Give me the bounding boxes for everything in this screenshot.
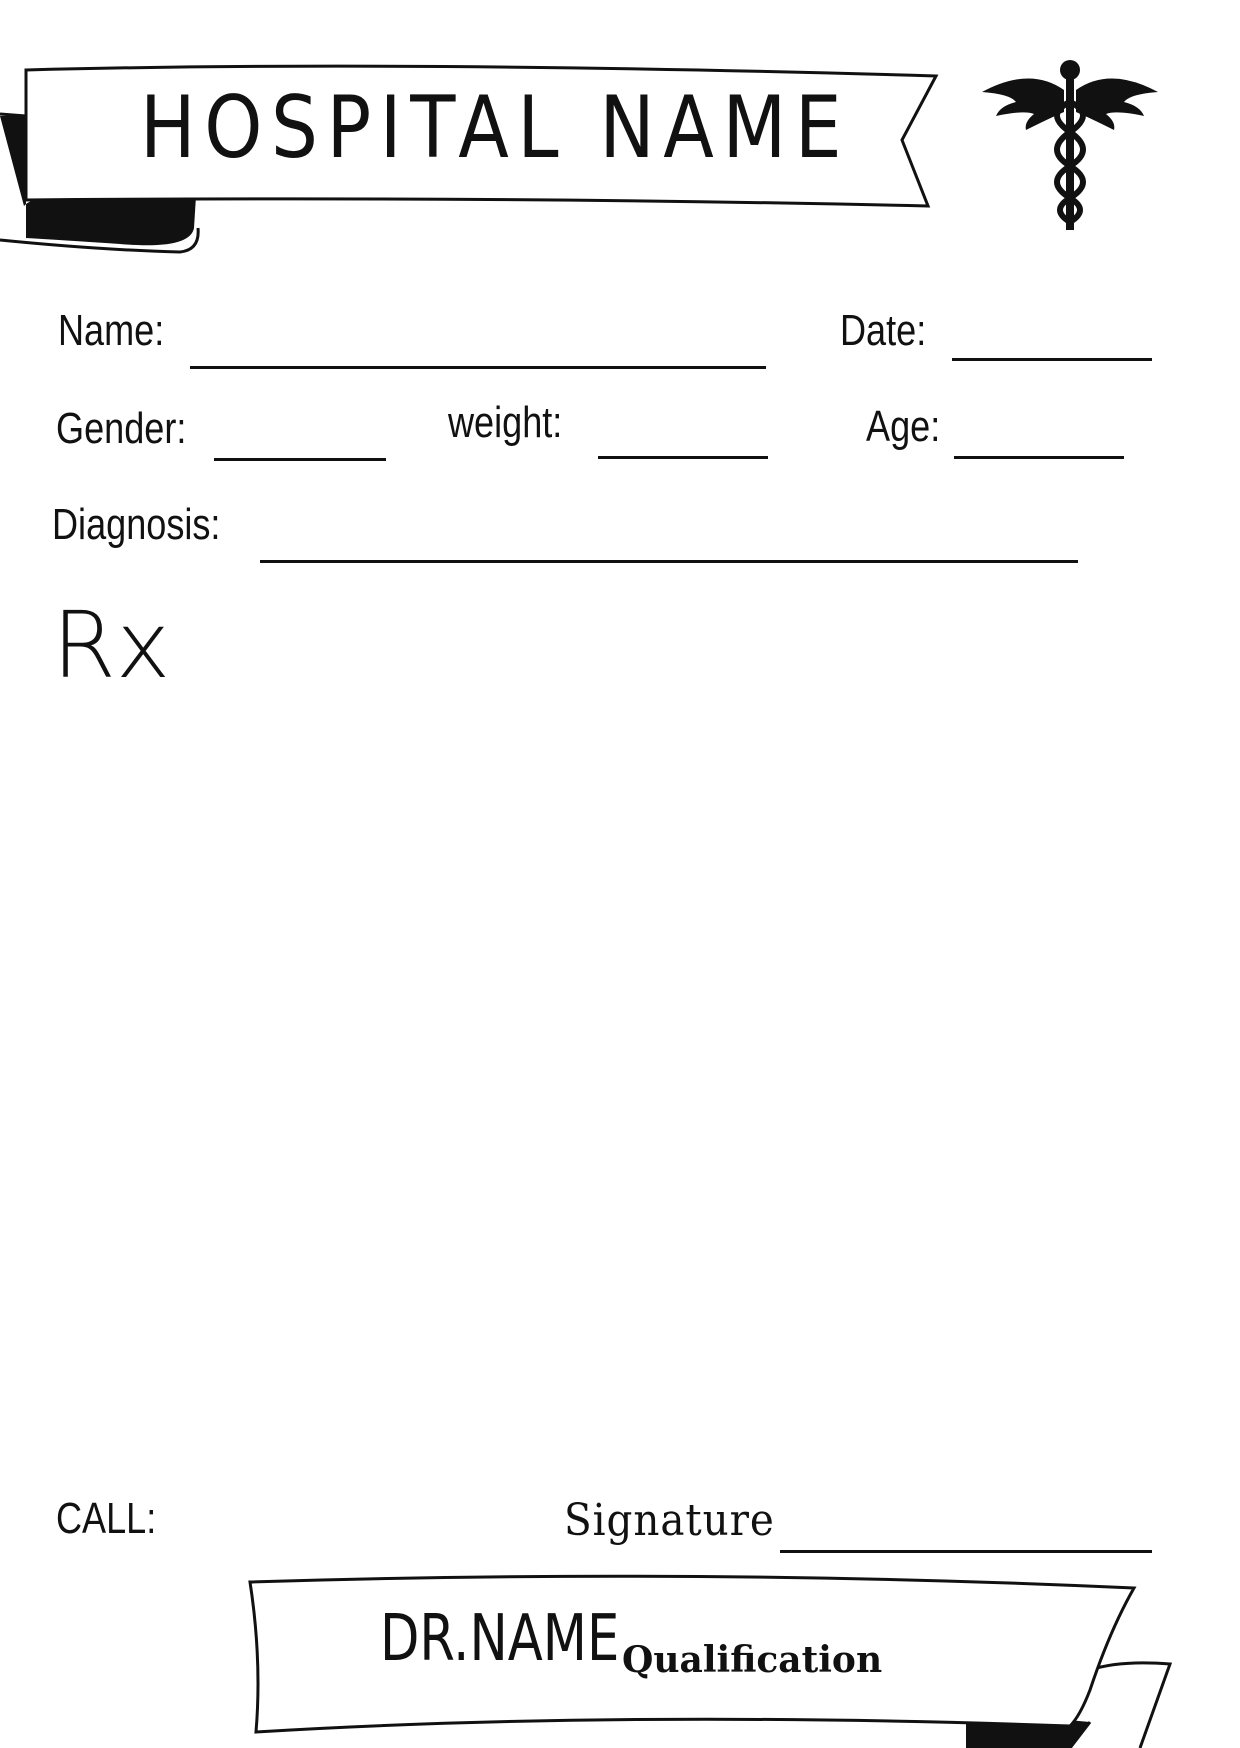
call-label: CALL: [56, 1494, 157, 1543]
age-field-line[interactable] [954, 456, 1124, 459]
date-label: Date: [840, 306, 927, 355]
hospital-name: HOSPITAL NAME [140, 78, 851, 178]
age-label: Age: [866, 402, 941, 451]
weight-field-line[interactable] [598, 456, 768, 459]
rx-symbol: Rx [52, 592, 171, 699]
diagnosis-label: Diagnosis: [52, 500, 221, 549]
doctor-qualification: Qualification [622, 1639, 883, 1681]
doctor-name: DR.NAME [380, 1602, 620, 1676]
diagnosis-field-line[interactable] [260, 560, 1078, 563]
gender-label: Gender: [56, 404, 187, 453]
date-field-line[interactable] [952, 358, 1152, 361]
weight-label: weight: [448, 398, 563, 447]
caduceus-icon [980, 56, 1160, 232]
name-label: Name: [58, 306, 165, 355]
signature-label: Signature [564, 1495, 775, 1546]
signature-field-line[interactable] [780, 1550, 1152, 1553]
gender-field-line[interactable] [214, 458, 386, 461]
name-field-line[interactable] [190, 366, 766, 369]
